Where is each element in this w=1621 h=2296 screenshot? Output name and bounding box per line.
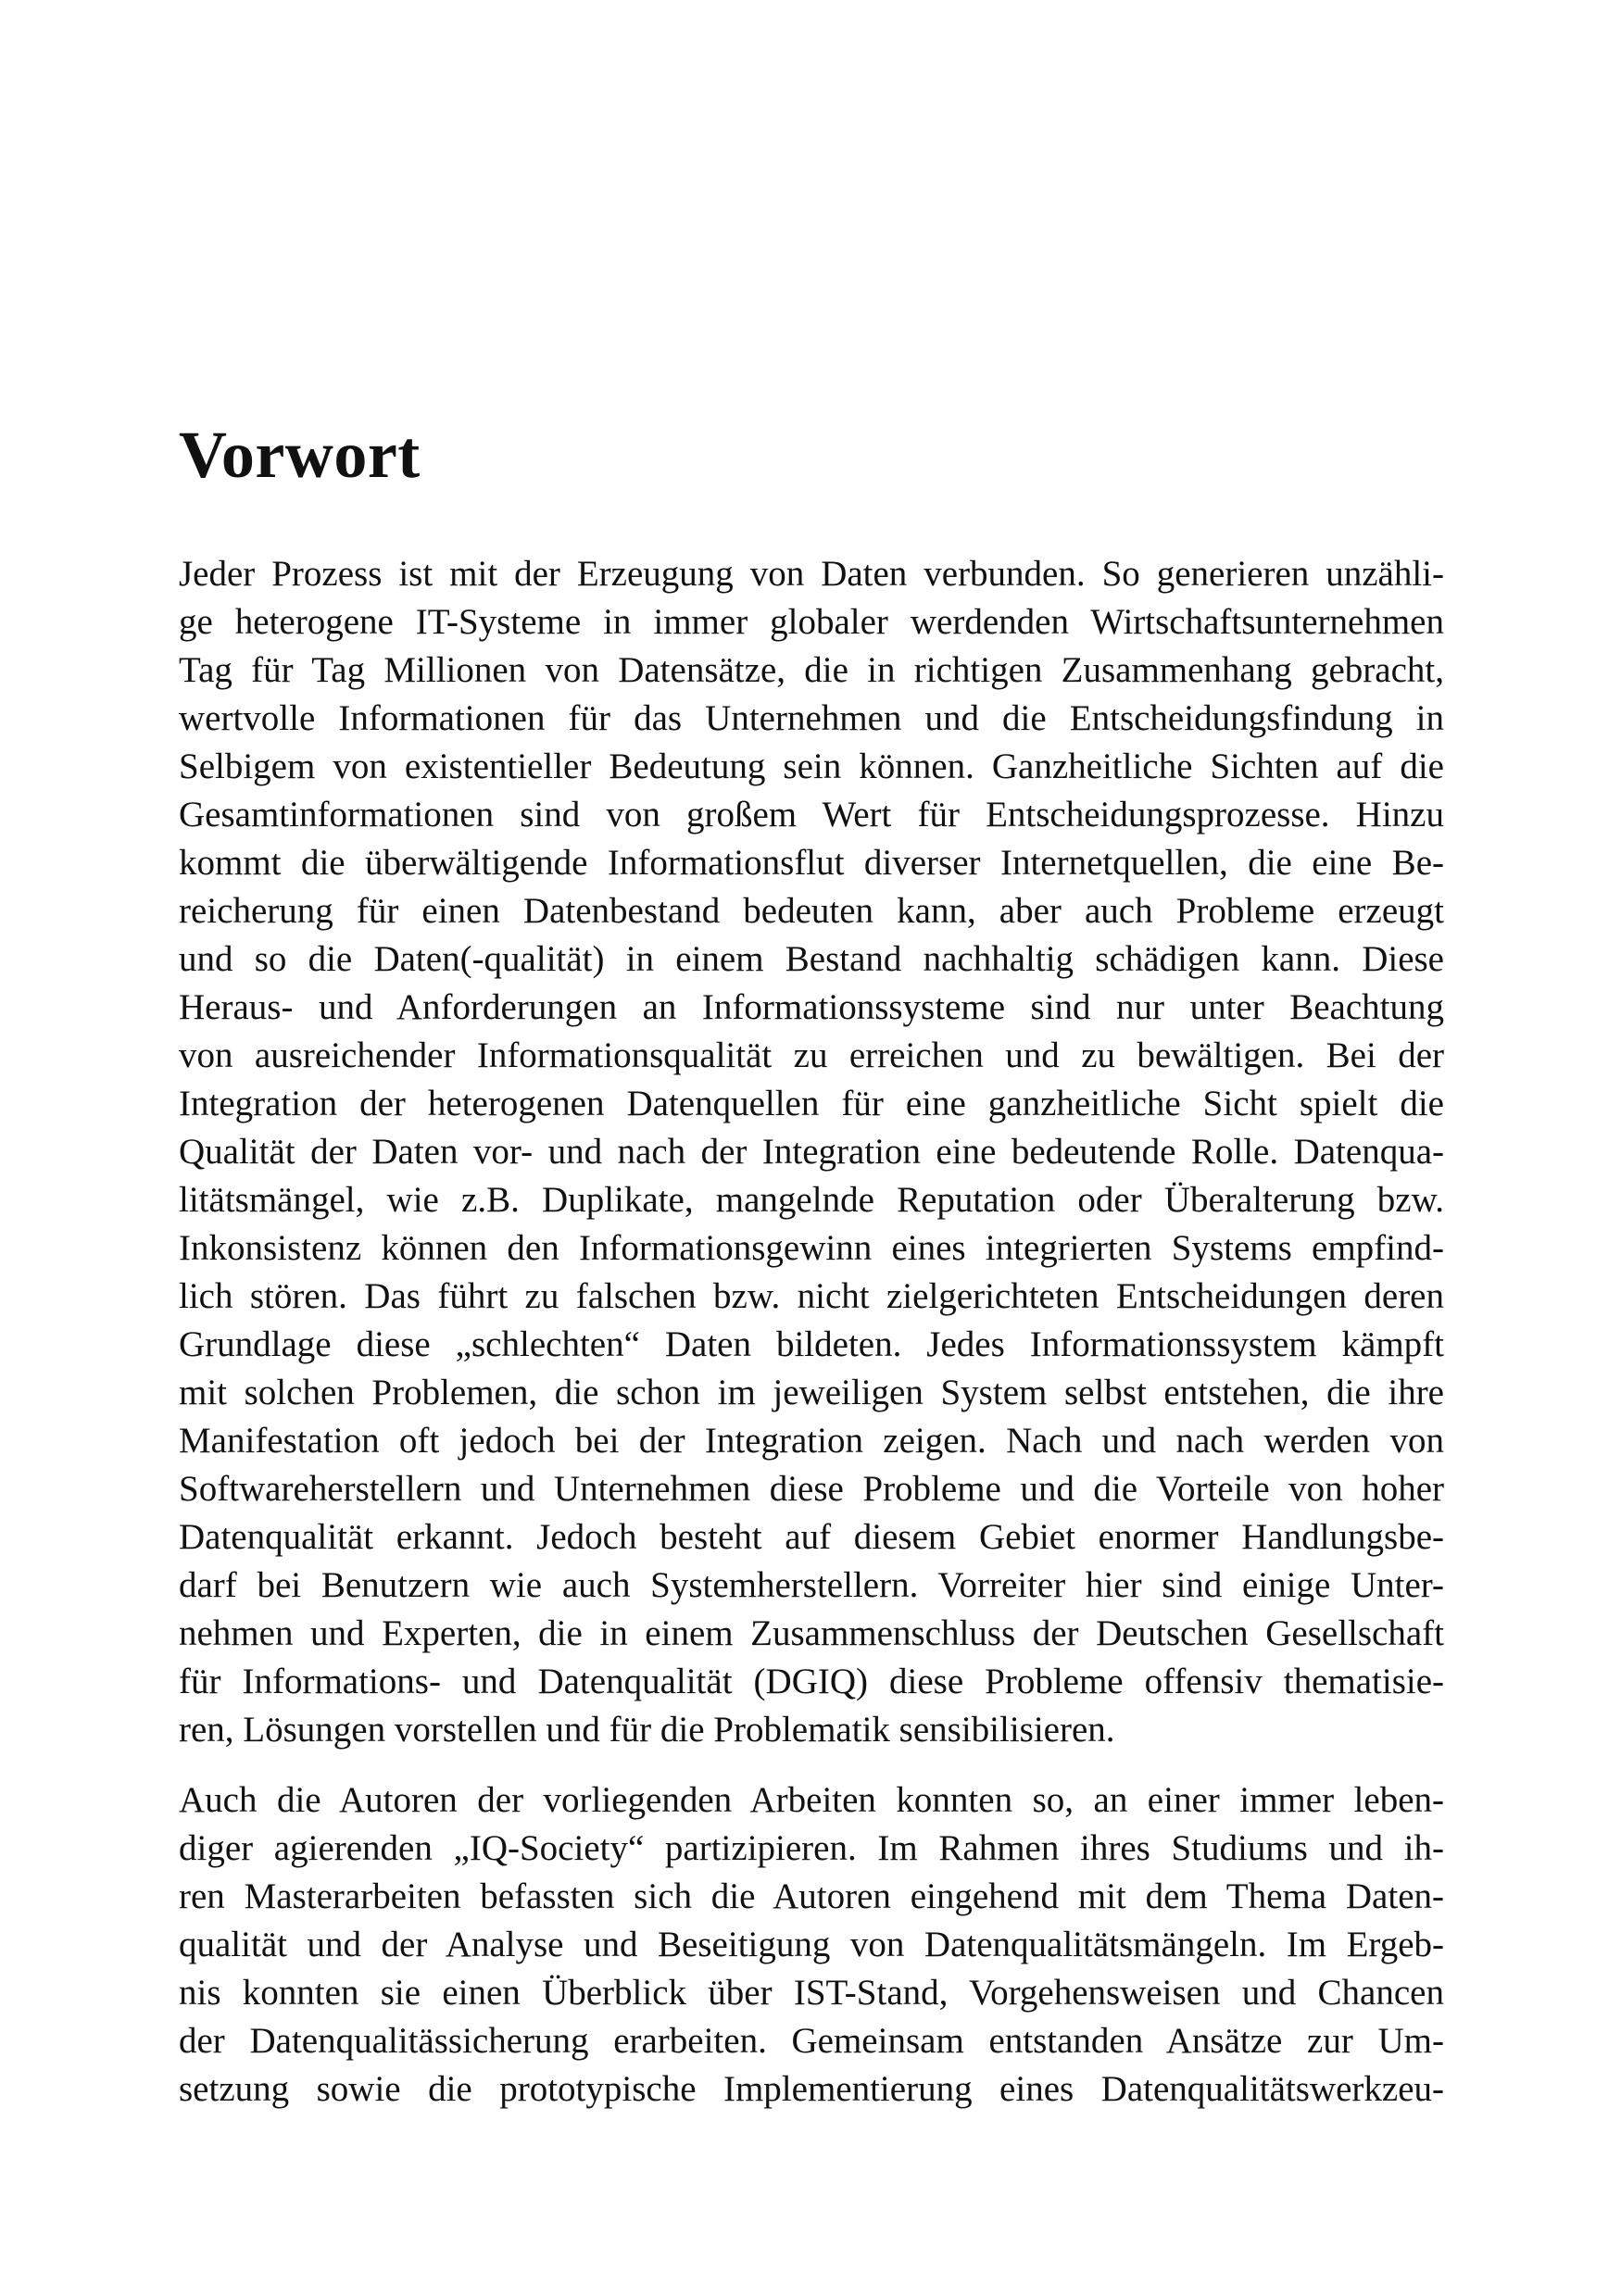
- text-line: und so die Daten(-qualität) in einem Bestand nachhaltig schädigen kann. Diese: [179, 939, 1444, 979]
- text-line: Softwareherstellern und Unternehmen diese Probleme und die Vorteile von hoher: [179, 1469, 1444, 1509]
- text-line: Jeder Prozess ist mit der Erzeugung von Daten verbunden. So generieren unzähli-: [179, 554, 1444, 594]
- text-line: Qualität der Daten vor- und nach der Integration eine bedeutende Rolle. Datenqua-: [179, 1132, 1444, 1172]
- page-title: Vorwort: [179, 418, 421, 492]
- text-line: diger agierenden „IQ-Society“ partizipieren. Im Rahmen ihres Studiums und ih-: [179, 1828, 1444, 1868]
- text-line: lich stören. Das führt zu falschen bzw. nicht zielgerichteten Entscheidungen deren: [179, 1276, 1444, 1316]
- paragraph-1: [179, 550, 1444, 1754]
- text-line: Manifestation oft jedoch bei der Integration zeigen. Nach und nach werden von: [179, 1421, 1444, 1461]
- text-line: Heraus- und Anforderungen an Informationssysteme sind nur unter Beachtung: [179, 987, 1444, 1027]
- text-line: Integration der heterogenen Datenquellen für eine ganzheitliche Sicht spielt die: [179, 1084, 1444, 1123]
- text-line: mit solchen Problemen, die schon im jeweiligen System selbst entstehen, die ihre: [179, 1373, 1444, 1412]
- paragraph-2: [179, 1776, 1444, 2114]
- text-line: der Datenqualitässicherung erarbeiten. Gemeinsam entstanden Ansätze zur Um-: [179, 2021, 1444, 2061]
- text-line: setzung sowie die prototypische Implementierung eines Datenqualitätswerkzeu-: [179, 2069, 1444, 2109]
- text-line: darf bei Benutzern wie auch Systemherstellern. Vorreiter hier sind einige Unter-: [179, 1565, 1444, 1605]
- text-line: Selbigem von existentieller Bedeutung sein können. Ganzheitliche Sichten auf die: [179, 747, 1444, 786]
- text-line: Grundlage diese „schlechten“ Daten bildeten. Jedes Informationssystem kämpft: [179, 1324, 1444, 1364]
- text-line: Gesamtinformationen sind von großem Wert für Entscheidungsprozesse. Hinzu: [179, 795, 1444, 834]
- text-line: wertvolle Informationen für das Unternehmen und die Entscheidungsfindung in: [179, 698, 1444, 738]
- text-line: für Informations- und Datenqualität (DGIQ) diese Probleme offensiv thematisie-: [179, 1662, 1444, 1701]
- text-line: Inkonsistenz können den Informationsgewinn eines integrierten Systems empfind-: [179, 1228, 1444, 1268]
- text-line: kommt die überwältigende Informationsflut diverser Internetquellen, die eine Be-: [179, 843, 1444, 883]
- text-line: nis konnten sie einen Überblick über IST-Stand, Vorgehensweisen und Chancen: [179, 1973, 1444, 2013]
- text-line: ren, Lösungen vorstellen und für die Problematik sensibilisieren.: [179, 1710, 1115, 1750]
- text-line: ren Masterarbeiten befassten sich die Autoren eingehend mit dem Thema Daten-: [179, 1876, 1444, 1916]
- text-line: Auch die Autoren der vorliegenden Arbeiten konnten so, an einer immer leben-: [179, 1780, 1444, 1820]
- text-line: Tag für Tag Millionen von Datensätze, die in richtigen Zusammenhang gebracht,: [179, 650, 1444, 690]
- text-line: von ausreichender Informationsqualität zu erreichen und zu bewältigen. Bei der: [179, 1035, 1444, 1075]
- text-line: Datenqualität erkannt. Jedoch besteht auf diesem Gebiet enormer Handlungsbe-: [179, 1517, 1444, 1557]
- text-line: nehmen und Experten, die in einem Zusammenschluss der Deutschen Gesellschaft: [179, 1613, 1444, 1653]
- text-line: qualität und der Analyse und Beseitigung von Datenqualitätsmängeln. Im Ergeb-: [179, 1925, 1444, 1964]
- text-line: litätsmängel, wie z.B. Duplikate, mangelnde Reputation oder Überalterung bzw.: [179, 1180, 1444, 1220]
- text-line: ge heterogene IT-Systeme in immer globaler werdenden Wirtschaftsunternehmen: [179, 602, 1444, 642]
- text-line: reicherung für einen Datenbestand bedeuten kann, aber auch Probleme erzeugt: [179, 891, 1444, 931]
